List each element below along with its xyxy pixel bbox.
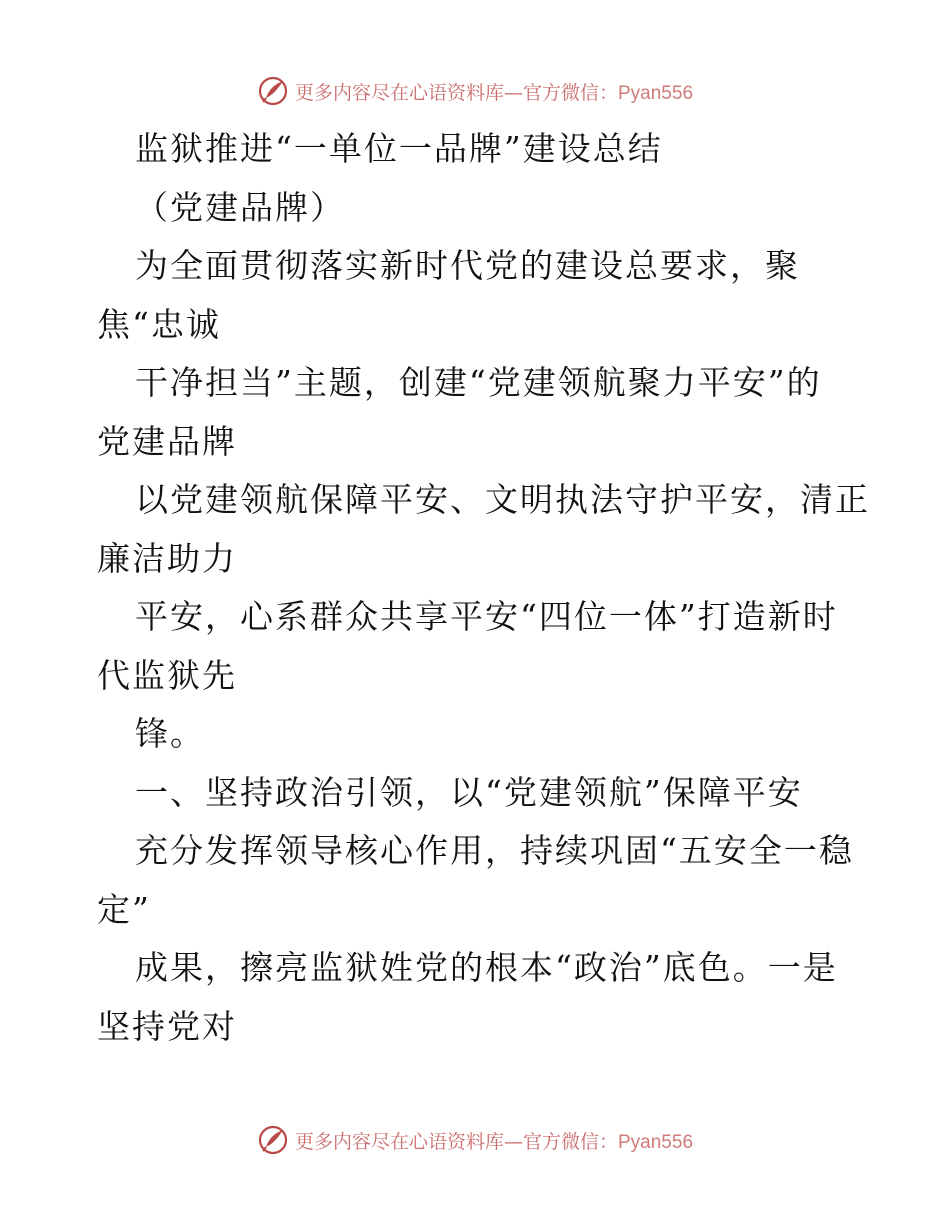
text-line: 焦“忠诚 bbox=[97, 304, 221, 344]
watermark-wechat-id: Pyan556 bbox=[618, 1131, 694, 1153]
text-line: （党建品牌） bbox=[135, 187, 345, 227]
text-line: 充分发挥领导核心作用，持续巩固“五安全一稳 bbox=[135, 831, 854, 870]
feather-pen-icon bbox=[257, 1124, 289, 1156]
document-body bbox=[97, 120, 870, 1056]
text-line: 为全面贯彻落实新时代党的建设总要求，聚 bbox=[135, 246, 800, 285]
watermark-label: 更多内容尽在心语资料库—官方微信： bbox=[294, 81, 618, 104]
text-line: 以党建领航保障平安、文明执法守护平安，清正 bbox=[135, 480, 870, 519]
watermark-text bbox=[295, 78, 693, 105]
footer-watermark bbox=[0, 1120, 950, 1160]
watermark-text bbox=[295, 1127, 693, 1154]
header-watermark bbox=[0, 71, 950, 111]
text-line: 定” bbox=[97, 889, 151, 929]
text-line: 成果，擦亮监狱姓党的根本“政治”底色。一是 bbox=[135, 948, 838, 987]
section-heading: 一、坚持政治引领，以“党建领航”保障平安 bbox=[135, 772, 803, 812]
text-line: 坚持党对 bbox=[97, 1006, 237, 1046]
text-line: 监狱推进“一单位一品牌”建设总结 bbox=[135, 129, 663, 168]
text-line: 干净担当”主题，创建“党建领航聚力平安”的 bbox=[135, 363, 822, 402]
feather-pen-icon bbox=[257, 75, 289, 107]
watermark-label: 更多内容尽在心语资料库—官方微信： bbox=[294, 1130, 618, 1153]
text-line: 锋。 bbox=[135, 714, 205, 753]
text-line: 廉洁助力 bbox=[97, 538, 237, 578]
text-line: 代监狱先 bbox=[97, 655, 237, 695]
text-line: 平安，心系群众共享平安“四位一体”打造新时 bbox=[135, 597, 838, 636]
watermark-wechat-id: Pyan556 bbox=[618, 82, 694, 104]
text-line: 党建品牌 bbox=[97, 421, 237, 461]
